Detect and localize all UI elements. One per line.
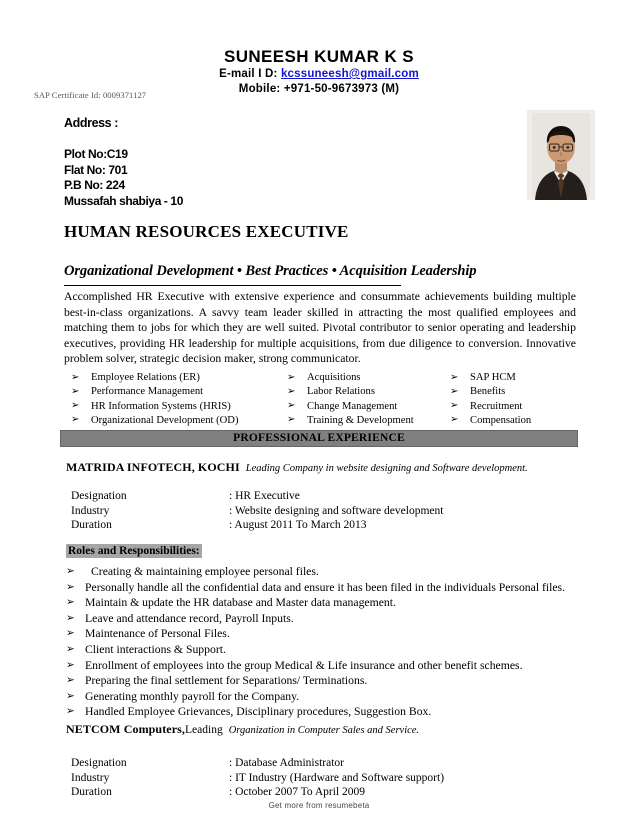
arrow-bullet-icon: ➢ [450, 385, 459, 397]
roles-and-responsibilities-heading: Roles and Responsibilities: [68, 545, 200, 557]
detail-key: Duration [71, 519, 112, 532]
arrow-bullet-icon: ➢ [287, 400, 296, 412]
list-item [284, 400, 447, 414]
list-item [68, 385, 284, 399]
address-block [64, 116, 183, 209]
table-row [71, 756, 444, 771]
role-text: Preparing the final settlement for Separations/ Terminations. [85, 674, 368, 688]
skill-label: Change Management [307, 400, 398, 412]
skill-label: Benefits [470, 386, 506, 398]
list-item [66, 611, 578, 627]
company-lead: Leading [185, 724, 223, 736]
page-footer: Get more from resumebeta [268, 801, 370, 810]
list-item [447, 385, 584, 399]
table-row [71, 785, 444, 800]
photo-illustration [527, 110, 595, 200]
tagline-wrapper [64, 262, 584, 280]
role-text: Maintenance of Personal Files. [85, 627, 230, 641]
detail-key: Industry [71, 771, 110, 784]
arrow-bullet-icon: ➢ [450, 414, 459, 426]
skill-label: Training & Development [307, 414, 414, 426]
address-line-1: Plot No:C19 [64, 147, 128, 161]
detail-value: : October 2007 To April 2009 [229, 786, 366, 799]
arrow-bullet-icon: ➢ [66, 675, 75, 687]
table-row [71, 504, 443, 519]
skill-label: Labor Relations [307, 386, 375, 398]
arrow-bullet-icon: ➢ [450, 371, 459, 383]
arrow-bullet-icon: ➢ [66, 597, 75, 609]
role-text: Client interactions & Support. [85, 642, 226, 656]
list-item [68, 371, 284, 385]
experience-details-netcom [71, 756, 444, 800]
arrow-bullet-icon: ➢ [66, 612, 75, 624]
skill-label: Acquisitions [307, 372, 361, 383]
arrow-bullet-icon: ➢ [66, 706, 75, 718]
list-item [447, 371, 584, 385]
detail-key: Industry [71, 504, 110, 517]
arrow-bullet-icon: ➢ [71, 371, 80, 383]
list-item [284, 414, 447, 428]
skills-column-1 [68, 371, 284, 428]
email-link[interactable]: kcssuneesh@gmail.com [280, 68, 419, 80]
roles-and-responsibilities-list [66, 564, 578, 720]
company-description: Organization in Computer Sales and Service. [228, 725, 420, 736]
email-line [0, 67, 638, 82]
table-row [71, 518, 443, 533]
list-item [66, 642, 578, 658]
page-title: HUMAN RESOURCES EXECUTIVE [64, 222, 349, 241]
detail-key: Duration [71, 786, 112, 799]
arrow-bullet-icon: ➢ [287, 371, 296, 383]
arrow-bullet-icon: ➢ [71, 385, 80, 397]
core-competencies [68, 371, 584, 428]
arrow-bullet-icon: ➢ [66, 690, 75, 702]
arrow-bullet-icon: ➢ [71, 414, 80, 426]
detail-key: Designation [71, 757, 127, 769]
list-item [66, 626, 578, 642]
arrow-bullet-icon: ➢ [66, 643, 75, 655]
table-row [71, 489, 443, 504]
tagline-divider [64, 285, 401, 286]
arrow-bullet-icon: ➢ [71, 400, 80, 412]
list-item [66, 673, 578, 689]
company-name: MATRIDA INFOTECH, KOCHI [66, 460, 240, 474]
arrow-bullet-icon: ➢ [66, 659, 75, 671]
detail-value: : Website designing and software development [229, 504, 444, 517]
arrow-bullet-icon: ➢ [287, 385, 296, 397]
role-text: Handled Employee Grievances, Disciplinary procedures, Suggestion Box. [85, 705, 432, 719]
table-row [71, 771, 444, 786]
address-line-2: Flat No: 701 [64, 162, 128, 177]
detail-value: : August 2011 To March 2013 [229, 519, 367, 532]
email-label: E-mail I D: [219, 68, 278, 80]
skill-label: Performance Management [91, 386, 204, 398]
list-item [66, 689, 578, 705]
candidate-photo [527, 110, 595, 200]
role-text: Maintain & update the HR database and Master data management. [85, 596, 396, 610]
role-text: Personally handle all the confidential data and ensure it has been filed in the individuals Personal files. [85, 580, 566, 594]
arrow-bullet-icon: ➢ [66, 566, 75, 577]
sap-certificate-id: SAP Certificate Id: 0009371127 [34, 90, 147, 100]
list-item [68, 400, 284, 414]
company-line-matrida [66, 460, 528, 475]
role-text: Enrollment of employees into the group Medical & Life insurance and other benefit schemes. [85, 658, 523, 672]
skill-label: Recruitment [470, 400, 523, 412]
company-name: NETCOM Computers, [66, 722, 186, 736]
list-item [66, 704, 578, 720]
role-text: Generating monthly payroll for the Company. [85, 689, 300, 703]
company-description: Leading Company in website designing and Software development. [245, 463, 528, 474]
arrow-bullet-icon: ➢ [287, 414, 296, 426]
candidate-name: SUNEESH KUMAR K S [223, 47, 415, 66]
mobile-line: Mobile: +971-50-9673973 (M) [238, 83, 400, 95]
arrow-bullet-icon: ➢ [450, 400, 459, 412]
tagline: Organizational Development • Best Practices • Acquisition Leadership [64, 263, 477, 279]
skill-label: Compensation [470, 414, 532, 426]
list-item [66, 658, 578, 674]
company-line-netcom [66, 722, 419, 737]
skill-label: Organizational Development (OD) [91, 414, 239, 426]
section-header-professional-experience: PROFESSIONAL EXPERIENCE [60, 430, 578, 447]
skill-label: SAP HCM [470, 372, 516, 383]
detail-value: : IT Industry (Hardware and Software support) [229, 771, 445, 784]
detail-value: : Database Administrator [229, 757, 344, 769]
list-item [66, 580, 578, 596]
list-item [284, 385, 447, 399]
address-line-4: Mussafah shabiya - 10 [64, 193, 183, 208]
list-item [68, 414, 284, 428]
list-item [66, 595, 578, 611]
arrow-bullet-icon: ➢ [66, 581, 75, 593]
detail-key: Designation [71, 490, 127, 502]
role-text: Leave and attendance record, Payroll Inputs. [85, 611, 294, 625]
skills-column-2 [284, 371, 447, 428]
address-line-3: P.B No: 224 [64, 178, 125, 192]
list-item [447, 414, 584, 428]
list-item [447, 400, 584, 414]
list-item [66, 564, 578, 580]
skill-label: HR Information Systems (HRIS) [91, 400, 231, 412]
arrow-bullet-icon: ➢ [66, 628, 75, 640]
address-title: Address : [64, 116, 119, 130]
skills-column-3 [447, 371, 584, 428]
professional-summary: Accomplished HR Executive with extensive experience and consummate achievements building multiple best-in-class organizations. A savvy team leader skilled in attracting the most qualified employees and matching them to jobs for which they are well suited. Pivotal contributor to senior operating and leadership executives, providing HR leadership for multiple acquisitions, from due diligence to conversion. Innovative problem solver, strategic decision maker, strong communicator. [64, 290, 576, 366]
skill-label: Employee Relations (ER) [91, 372, 200, 383]
role-text: Creating & maintaining employee personal files. [91, 565, 319, 578]
list-item [284, 371, 447, 385]
detail-value: : HR Executive [229, 490, 300, 502]
experience-details-matrida [71, 489, 443, 533]
